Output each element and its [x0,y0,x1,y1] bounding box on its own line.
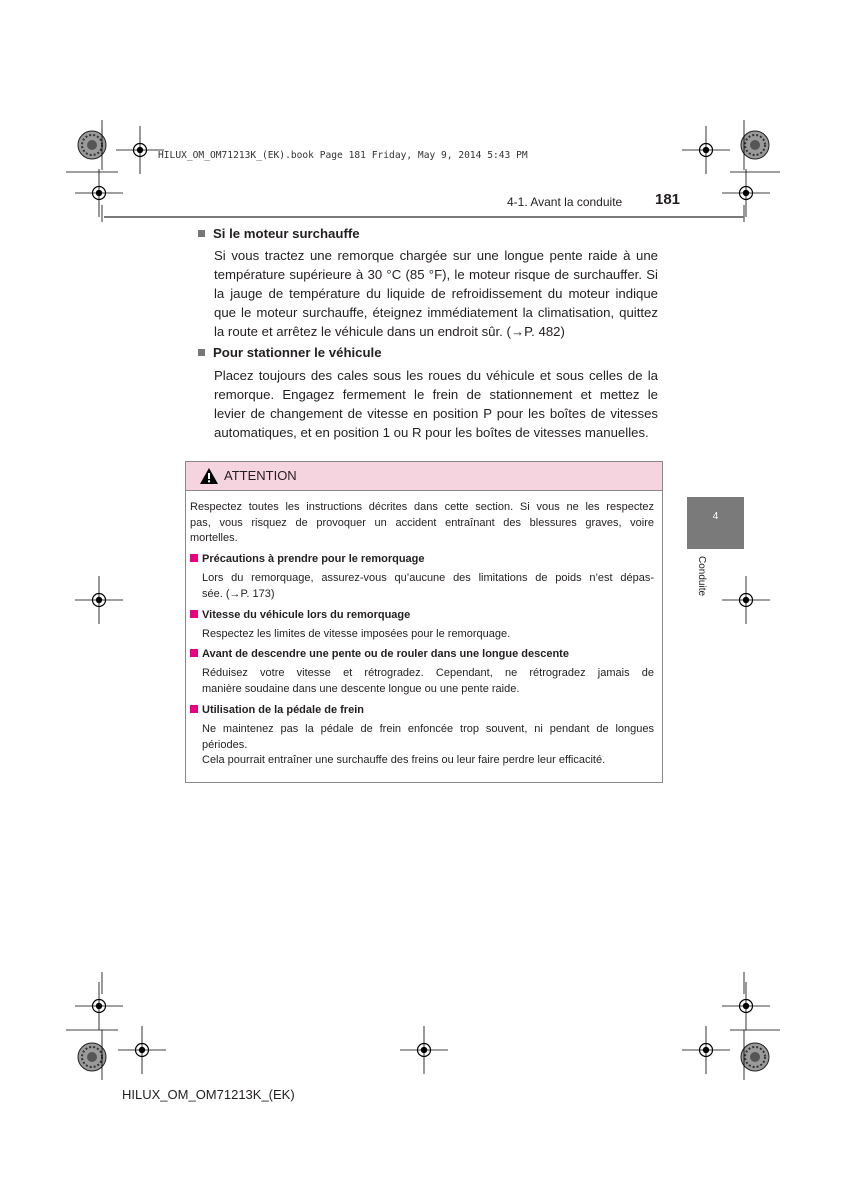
attention-item-heading [190,648,569,660]
attention-title: ATTENTION [224,468,297,483]
paragraph-line: Placez toujours des cales sous les roues du véhicule et sous celles de la [214,368,658,383]
footer-document-id: HILUX_OM_OM71213K_(EK) [122,1087,295,1102]
registration-mark [75,169,123,217]
header-rule [104,216,744,218]
print-slug-line: HILUX_OM_OM71213K_(EK).book Page 181 Friday, May 9, 2014 5:43 PM [158,150,528,161]
attention-header [186,462,662,491]
square-bullet-icon [198,230,205,237]
attention-item-heading [190,609,410,621]
registration-mark [75,576,123,624]
item-line: Respectez les limites de vitesse imposées pour le remorquage. [202,628,511,640]
attention-item-heading [190,704,364,716]
magenta-bullet-icon [190,649,198,657]
attention-item-title: Vitesse du véhicule lors du remorquage [202,609,411,621]
item-line: Cela pourrait entraîner une surchauffe des freins ou leur faire perdre leur efficacité. [202,754,606,767]
item-line: Réduisez votre vitesse et rétrogradez. Cependant, ne rétrogradez jamais de [202,667,654,679]
section-paragraph [214,366,658,442]
starburst-mark [741,1043,769,1071]
item-line: sée. (→P. 173) [202,587,275,600]
paragraph-line: température supérieure à 30 °C (85 °F), le moteur risque de surchauffer. Si [214,267,658,282]
paragraph-line: la route et arrêtez le véhicule dans un endroit sûr. (→P. 482) [214,324,565,339]
registration-mark [722,169,770,217]
paragraph-line: la jauge de température du liquide de refroidissement du moteur indique [214,286,658,301]
magenta-bullet-icon [190,705,198,713]
attention-item-title: Avant de descendre une pente ou de rouler dans une longue descente [202,648,569,660]
registration-mark [116,126,164,174]
registration-mark [118,1026,166,1074]
paragraph-line: que le moteur surchauffe, éteignez immédiatement la climatisation, quittez [214,305,658,320]
running-header-section: 4-1. Avant la conduite [507,195,623,209]
square-bullet-icon [198,349,205,356]
magenta-bullet-icon [190,610,198,618]
registration-mark [722,982,770,1030]
attention-item-body [202,571,654,602]
paragraph-line: remorque. Engagez fermement le frein de stationnement et mettez le [214,387,658,402]
section-heading [198,345,382,360]
attention-item-body [202,722,654,769]
attention-item-title: Précautions à prendre pour le remorquage [202,553,425,565]
item-line: Lors du remorquage, assurez-vous qu’aucune des limitations de poids n’est dépas- [202,572,654,584]
attention-item-body [202,666,654,697]
section-paragraph [214,246,658,341]
starburst-mark [741,131,769,159]
magenta-bullet-icon [190,554,198,562]
paragraph-line: levier de changement de vitesse en position P pour les boîtes de vitesses [214,406,658,421]
intro-line: pas, vous risquez de provoquer un accident entraînant des blessures graves, voire [190,516,654,529]
warning-triangle-icon [199,467,219,485]
registration-mark [75,982,123,1030]
item-line: Ne maintenez pas la pédale de frein enfoncée trop souvent, ni pendant de longues [202,723,654,735]
registration-mark [682,1026,730,1074]
section-title: Si le moteur surchauffe [213,226,360,241]
section-title: Pour stationner le véhicule [213,345,382,360]
registration-mark [400,1026,448,1074]
intro-line: Respectez toutes les instructions décrites dans cette section. Si vous ne les respectez [190,501,654,513]
paragraph-line: Si vous tractez une remorque chargée sur une longue pente raide à une [214,248,658,263]
page-number: 181 [655,191,681,208]
attention-item-title: Utilisation de la pédale de frein [202,704,364,716]
intro-line: mortelles. [190,532,238,545]
item-line: périodes. [202,738,248,751]
chapter-label: Conduite [696,556,707,597]
registration-mark [722,576,770,624]
attention-item-heading [190,553,425,565]
registration-mark [682,126,730,174]
item-line: manière soudaine dans une descente longue ou une pente raide. [202,682,520,695]
chapter-tab [687,497,744,549]
attention-intro [190,500,654,547]
section-heading [198,226,360,241]
attention-box [185,461,663,783]
paragraph-line: automatiques, et en position 1 ou R pour les boîtes de vitesses manuelles. [214,425,649,440]
chapter-number: 4 [712,511,719,522]
attention-item-body [202,627,654,643]
